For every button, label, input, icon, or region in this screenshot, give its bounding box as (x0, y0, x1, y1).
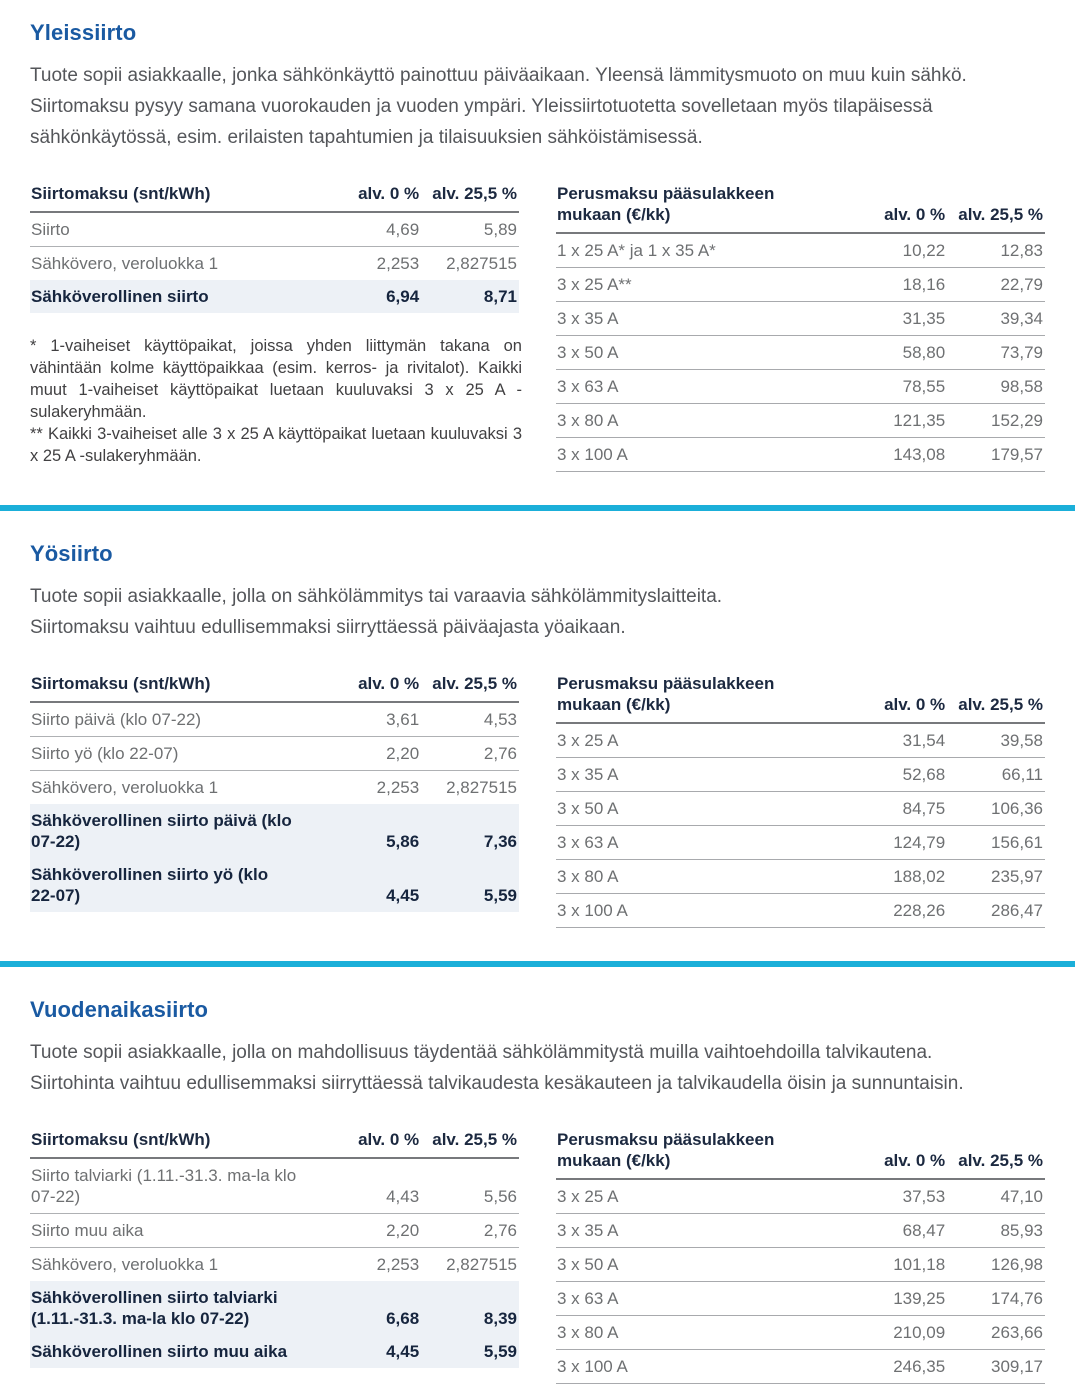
section-title: Yleissiirto (30, 20, 137, 45)
row-value-vat255: 5,59 (421, 1335, 519, 1368)
basic-fee-column (556, 1126, 1045, 1384)
row-label: 3 x 80 A (556, 1316, 825, 1350)
row-value-vat255: 5,56 (421, 1158, 519, 1214)
table-row-total (30, 804, 519, 858)
column-header-vat255: alv. 25,5 % (421, 670, 519, 702)
row-label: Sähköverollinen siirto yö (klo 22-07) (30, 858, 299, 912)
column-header-label: Siirtomaksu (snt/kWh) (30, 670, 299, 702)
row-value-vat0: 228,26 (825, 894, 947, 928)
table-row-total (30, 1335, 519, 1368)
row-value-vat0: 210,09 (825, 1316, 947, 1350)
row-value-vat0: 6,94 (299, 280, 421, 313)
row-value-vat255: 39,34 (947, 302, 1045, 336)
table-row (30, 702, 519, 737)
row-value-vat255: 2,827515 (446, 1255, 517, 1274)
row-label: 3 x 80 A (556, 404, 825, 438)
transfer-fee-column (30, 1126, 519, 1368)
row-value-vat0: 31,35 (825, 302, 947, 336)
row-value-vat255: 5,89 (421, 212, 519, 247)
row-value-vat255: 235,97 (947, 860, 1045, 894)
row-label: 3 x 50 A (556, 336, 825, 370)
row-value-vat0: 58,80 (825, 336, 947, 370)
row-label: 3 x 35 A (556, 758, 825, 792)
row-value-vat0: 52,68 (825, 758, 947, 792)
row-label: 3 x 63 A (556, 826, 825, 860)
table-header-row (556, 1126, 1045, 1179)
table-row (556, 1282, 1045, 1316)
intro-paragraph: Tuote sopii asiakkaalle, jolla on mahdollisuus täydentää sähkölämmitystä muilla vaihtoehdoilla talvikautena. (30, 1042, 933, 1063)
intro-paragraph: Siirtomaksu pysyy samana vuorokauden ja vuoden ympäri. Yleissiirtotuotetta sovelletaan myös tilapäisessä sähkönkäytössä, esim. erilaisten tapahtumien ja tilaisuuksien sähköistämisessä. (30, 96, 933, 148)
table-row (556, 404, 1045, 438)
row-value-vat255: 5,59 (421, 858, 519, 912)
row-label: 3 x 63 A (556, 1282, 825, 1316)
row-value-vat255: 2,827515 (446, 254, 517, 273)
row-value-vat255: 4,53 (421, 702, 519, 737)
section-title: Yösiirto (30, 541, 113, 566)
row-value-vat255: 98,58 (947, 370, 1045, 404)
row-label: Siirto muu aika (30, 1214, 299, 1248)
row-value-vat0: 101,18 (825, 1248, 947, 1282)
row-value-vat255: 106,36 (947, 792, 1045, 826)
row-label: Siirto (30, 212, 299, 247)
column-header-vat255: alv. 25,5 % (947, 670, 1045, 723)
row-value-vat0: 2,20 (299, 1214, 421, 1248)
row-value-vat255: 286,47 (947, 894, 1045, 928)
table-header-row (30, 670, 519, 702)
row-value-vat255: 2,827515 (446, 778, 517, 797)
section-intro (30, 581, 1045, 643)
row-value-vat0: 121,35 (825, 404, 947, 438)
section-divider (0, 961, 1075, 967)
table-row-total (30, 858, 519, 912)
table-row (556, 302, 1045, 336)
row-label: 3 x 25 A** (556, 268, 825, 302)
section-yleissiirto (0, 20, 1075, 472)
basic-fee-table (556, 180, 1045, 472)
table-row (30, 247, 519, 281)
table-header-row (30, 180, 519, 212)
row-value-vat255: 7,36 (421, 804, 519, 858)
row-value-vat0: 37,53 (825, 1179, 947, 1214)
intro-paragraph: Siirtohinta vaihtuu edullisemmaksi siirryttäessä talvikaudesta kesäkauteen ja talvikaudella öisin ja sunnuntaisin. (30, 1073, 964, 1094)
row-value-vat255: 126,98 (947, 1248, 1045, 1282)
table-header-row (30, 1126, 519, 1158)
column-header-vat0: alv. 0 % (299, 180, 421, 212)
row-value-vat0: 143,08 (825, 438, 947, 472)
column-header-vat255: alv. 25,5 % (947, 1126, 1045, 1179)
tables-row (30, 1126, 1045, 1384)
column-header-vat0: alv. 0 % (299, 670, 421, 702)
transfer-fee-column (30, 180, 522, 467)
row-value-vat255: 309,17 (947, 1350, 1045, 1384)
row-label: 3 x 80 A (556, 860, 825, 894)
row-label: Siirto yö (klo 22-07) (30, 737, 299, 771)
row-value-vat0: 188,02 (825, 860, 947, 894)
column-header-vat0: alv. 0 % (825, 1126, 947, 1179)
footnotes (30, 335, 522, 467)
table-row (556, 792, 1045, 826)
row-label: Sähkövero, veroluokka 1 (31, 778, 219, 797)
intro-paragraph: Siirtomaksu vaihtuu edullisemmaksi siirryttäessä päiväajasta yöaikaan. (30, 617, 626, 638)
row-label: 3 x 100 A (556, 438, 825, 472)
table-row (556, 1179, 1045, 1214)
tables-row (30, 180, 1045, 472)
row-value-vat255: 85,93 (947, 1214, 1045, 1248)
row-label: 3 x 63 A (556, 370, 825, 404)
table-row (556, 826, 1045, 860)
row-value-vat0: 78,55 (825, 370, 947, 404)
column-header-vat255: alv. 25,5 % (421, 180, 519, 212)
table-row (556, 723, 1045, 758)
row-value-vat255: 12,83 (947, 233, 1045, 268)
table-row (30, 771, 519, 805)
table-row (556, 1316, 1045, 1350)
column-header-label: Perusmaksu pääsulakkeen mukaan (€/kk) (556, 670, 825, 723)
row-value-vat255: 22,79 (947, 268, 1045, 302)
row-value-vat0: 18,16 (825, 268, 947, 302)
row-value-vat255: 8,71 (421, 280, 519, 313)
intro-paragraph: Tuote sopii asiakkaalle, jolla on sähkölämmitys tai varaavia sähkölämmityslaitteita. (30, 586, 723, 607)
intro-paragraph: Tuote sopii asiakkaalle, jonka sähkönkäyttö painottuu päiväaikaan. Yleensä lämmitysmuoto on muu kuin sähkö. (30, 65, 967, 86)
transfer-fee-table (30, 670, 519, 912)
section-title: Vuodenaikasiirto (30, 997, 209, 1022)
column-header-vat0: alv. 0 % (825, 670, 947, 723)
footnote-line: * 1-vaiheiset käyttöpaikat, joissa yhden liittymän takana on vähintään kolme käyttöpaikkaa (esim. kerros- ja rivitalot). Kaikki muut 1-vaiheiset käyttöpaikat luetaan kuuluvaksi 3 x 25 A -sulakeryhmään. (30, 337, 522, 421)
column-header-vat255: alv. 25,5 % (947, 180, 1045, 233)
basic-fee-column (556, 180, 1045, 472)
table-row (556, 1350, 1045, 1384)
row-label: 3 x 100 A (556, 1350, 825, 1384)
row-value-vat255: 73,79 (947, 336, 1045, 370)
row-value-vat0: 4,43 (299, 1158, 421, 1214)
row-label: 3 x 50 A (556, 1248, 825, 1282)
table-row (556, 268, 1045, 302)
row-label: Siirto päivä (klo 07-22) (30, 702, 299, 737)
row-label: Sähkövero, veroluokka 1 (31, 254, 219, 273)
row-label: Sähköverollinen siirto päivä (klo 07-22) (30, 804, 299, 858)
section-intro (30, 1037, 1045, 1099)
row-value-vat255: 263,66 (947, 1316, 1045, 1350)
transfer-fee-column (30, 670, 519, 912)
row-label: Sähköverollinen siirto muu aika (30, 1335, 299, 1368)
table-row (556, 336, 1045, 370)
row-value-vat0: 4,45 (299, 858, 421, 912)
row-label: 3 x 25 A (556, 723, 825, 758)
row-value-vat255: 174,76 (947, 1282, 1045, 1316)
row-value-vat255: 39,58 (947, 723, 1045, 758)
column-header-vat255: alv. 25,5 % (421, 1126, 519, 1158)
tables-row (30, 670, 1045, 928)
row-value-vat0: 139,25 (825, 1282, 947, 1316)
row-value-vat0: 2,253 (376, 778, 420, 797)
transfer-fee-table (30, 1126, 519, 1368)
table-header-row (556, 180, 1045, 233)
column-header-label: Perusmaksu pääsulakkeen mukaan (€/kk) (556, 1126, 825, 1179)
transfer-fee-table (30, 180, 519, 313)
column-header-label: Siirtomaksu (snt/kWh) (30, 180, 299, 212)
basic-fee-table (556, 1126, 1045, 1384)
table-row (556, 1214, 1045, 1248)
row-value-vat255: 156,61 (947, 826, 1045, 860)
table-row (556, 1248, 1045, 1282)
table-header-row (556, 670, 1045, 723)
table-row (556, 860, 1045, 894)
footnote-line: ** Kaikki 3-vaiheiset alle 3 x 25 A käyttöpaikat luetaan kuuluvaksi 3 x 25 A -sulakeryhmään. (30, 425, 522, 465)
row-label: Siirto talviarki (1.11.-31.3. ma-la klo 07-22) (30, 1158, 299, 1214)
row-label: 3 x 35 A (556, 302, 825, 336)
row-label: 3 x 25 A (556, 1179, 825, 1214)
column-header-vat0: alv. 0 % (299, 1126, 421, 1158)
row-label: Sähkövero, veroluokka 1 (31, 1255, 219, 1274)
row-value-vat0: 2,253 (376, 1255, 420, 1274)
table-row (556, 233, 1045, 268)
table-row-total (30, 280, 519, 313)
table-row (556, 894, 1045, 928)
table-row (556, 370, 1045, 404)
row-value-vat0: 84,75 (825, 792, 947, 826)
row-label: 1 x 25 A* ja 1 x 35 A* (556, 233, 825, 268)
section-intro (30, 60, 1045, 153)
row-value-vat255: 8,39 (421, 1281, 519, 1335)
row-label: 3 x 35 A (556, 1214, 825, 1248)
table-row (30, 1214, 519, 1248)
row-value-vat0: 5,86 (299, 804, 421, 858)
column-header-vat0: alv. 0 % (825, 180, 947, 233)
column-header-label: Siirtomaksu (snt/kWh) (30, 1126, 299, 1158)
row-value-vat255: 152,29 (947, 404, 1045, 438)
basic-fee-column (556, 670, 1045, 928)
row-label: 3 x 50 A (556, 792, 825, 826)
row-value-vat0: 10,22 (825, 233, 947, 268)
row-label: Sähköverollinen siirto (30, 280, 299, 313)
row-value-vat255: 66,11 (947, 758, 1045, 792)
row-value-vat0: 124,79 (825, 826, 947, 860)
table-row (556, 438, 1045, 472)
row-value-vat0: 6,68 (299, 1281, 421, 1335)
row-label: 3 x 100 A (556, 894, 825, 928)
row-value-vat0: 4,69 (299, 212, 421, 247)
row-label: Sähköverollinen siirto talviarki (1.11.-31.3. ma-la klo 07-22) (30, 1281, 299, 1335)
row-value-vat0: 2,253 (376, 254, 420, 273)
row-value-vat0: 2,20 (299, 737, 421, 771)
row-value-vat255: 2,76 (421, 1214, 519, 1248)
section-divider (0, 505, 1075, 511)
row-value-vat255: 2,76 (421, 737, 519, 771)
row-value-vat0: 31,54 (825, 723, 947, 758)
table-row (556, 758, 1045, 792)
table-row (30, 737, 519, 771)
row-value-vat0: 68,47 (825, 1214, 947, 1248)
row-value-vat255: 47,10 (947, 1179, 1045, 1214)
table-row (30, 1158, 519, 1214)
row-value-vat0: 246,35 (825, 1350, 947, 1384)
section-vuodenaikasiirto (0, 997, 1075, 1384)
section-yosiirto (0, 541, 1075, 928)
row-value-vat255: 179,57 (947, 438, 1045, 472)
table-row (30, 212, 519, 247)
basic-fee-table (556, 670, 1045, 928)
table-row-total (30, 1281, 519, 1335)
table-row (30, 1248, 519, 1282)
row-value-vat0: 3,61 (299, 702, 421, 737)
row-value-vat0: 4,45 (299, 1335, 421, 1368)
column-header-label: Perusmaksu pääsulakkeen mukaan (€/kk) (556, 180, 825, 233)
